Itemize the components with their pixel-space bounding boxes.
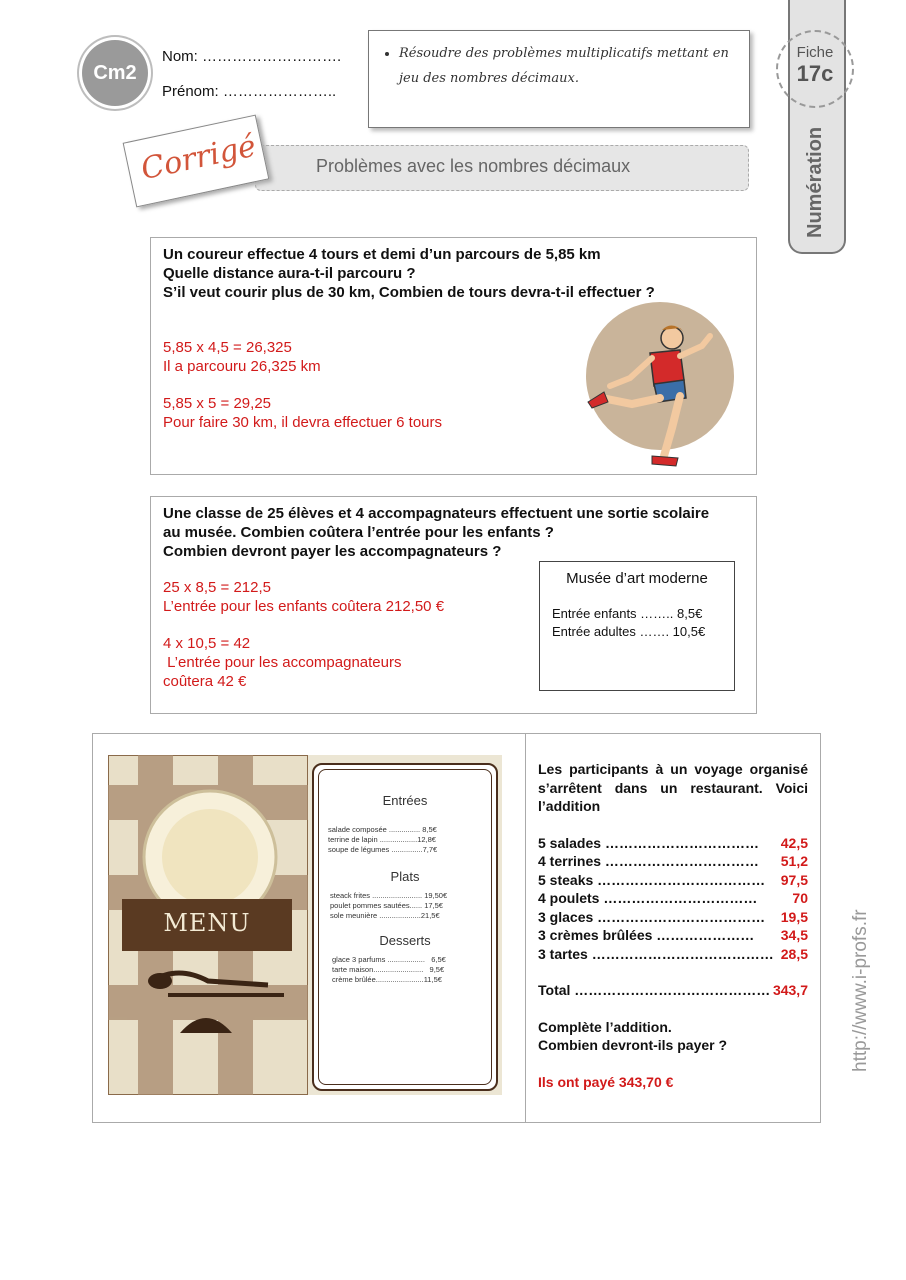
menu-card: [312, 763, 498, 1091]
section-label: Numération: [804, 126, 826, 238]
problem1-q1: Un coureur effectue 4 tours et demi d’un parcours de 5,85 km: [163, 246, 601, 263]
fiche-label: Fiche: [796, 44, 834, 61]
bill-item-label: 5 steaks ………………………………: [538, 871, 766, 888]
menu-picture: [108, 755, 502, 1095]
problem2-a4: L’entrée pour les accompagnateurs: [163, 654, 402, 671]
problem2-q3: Combien devront payer les accompagnateurs ?: [163, 543, 502, 560]
corrige-stamp: [123, 115, 270, 208]
problem2-q1: Une classe de 25 élèves et 4 accompagnateurs effectuent une sortie scolaire: [163, 505, 710, 522]
level-text: Cm2: [93, 61, 137, 84]
menu-dessert-item: crème brûlée.......................11,5€: [332, 975, 442, 984]
page-title-bar: [255, 145, 749, 191]
fiche-badge: [776, 30, 854, 108]
bill-item-label: 3 glaces ………………………………: [538, 908, 766, 925]
problem3-intro: Les participants à un voyage organisé s’arrêtent dans un restaurant. Voici l’addition: [538, 761, 808, 814]
prenom-field: Prénom: …………………..: [162, 83, 337, 100]
runner-illustration: [580, 298, 740, 470]
menu-dessert-item: tarte maison........................ 9,5€: [332, 965, 445, 974]
menu-cover-title: MENU: [163, 909, 251, 937]
problem2-q2: au musée. Combien coûtera l’entrée pour les enfants ?: [163, 524, 554, 541]
bill-item-value: 70: [792, 890, 808, 906]
menu-entree-item: soupe de légumes ...............7,7€: [328, 845, 438, 854]
bill-total-label: Total ……………………………………: [538, 982, 771, 998]
problem1-a3: 5,85 x 5 = 29,25: [163, 395, 272, 412]
page-title: Problèmes avec les nombres décimaux: [316, 156, 631, 176]
objective-text: • Résoudre des problèmes multiplicatifs mettant en jeu des nombres décimaux.: [399, 41, 749, 91]
menu-entrees-title: Entrées: [382, 793, 428, 808]
problem2-question: [163, 504, 709, 561]
museum-adult-price: Entrée adultes ……. 10,5€: [552, 624, 706, 639]
museum-child-price: Entrée enfants …….. 8,5€: [552, 606, 703, 621]
bill-item-value: 34,5: [780, 927, 808, 943]
menu-plat-item: sole meunière ....................21,5€: [330, 911, 440, 920]
problem2-answer: [163, 578, 444, 691]
menu-entree-item: terrine de lapin ..................12,8€: [328, 835, 436, 844]
bill-item-row: [538, 834, 808, 853]
problem3-answer: Ils ont payé 343,70 €: [538, 1073, 674, 1090]
bill-item-label: 4 terrines ……………………………: [538, 853, 759, 869]
bill-item-row: [538, 926, 808, 945]
menu-plat-item: poulet pommes sautées...... 17,5€: [330, 901, 443, 910]
problem3-q2: Combien devront-ils payer ?: [538, 1037, 728, 1053]
problem1-a2: Il a parcouru 26,325 km: [163, 358, 321, 375]
bill-item-value: 42,5: [780, 834, 808, 851]
bill-item-label: 4 poulets ……………………………: [538, 890, 758, 906]
bill-item-row: [538, 889, 808, 908]
bill-item-label: 5 salades ……………………………: [538, 834, 759, 851]
problem3-divider: [525, 734, 526, 1122]
problem1-answer: [163, 338, 442, 432]
problem2-a5: coûtera 42 €: [163, 673, 247, 690]
problem1-question: [163, 245, 655, 302]
problem2-a1: 25 x 8,5 = 212,5: [163, 579, 272, 596]
fiche-number: 17c: [796, 61, 834, 86]
menu-plat-item: steack frites ........................ 19,50€: [330, 891, 448, 900]
menu-plats-list: [330, 891, 447, 921]
objective-card: [368, 30, 750, 128]
menu-desserts-title: Desserts: [379, 933, 431, 948]
bill-item-label: 3 crèmes brûlées …………………: [538, 927, 755, 943]
problem1-a1: 5,85 x 4,5 = 26,325: [163, 339, 292, 356]
level-badge: [82, 40, 148, 106]
bill-item-value: 97,5: [780, 871, 808, 888]
site-url[interactable]: http://www.i-profs.fr: [850, 909, 871, 1072]
menu-dessert-item: glace 3 parfums .................. 6,5€: [332, 955, 446, 964]
bill-item-value: 51,2: [780, 853, 808, 869]
bill-item-row: [538, 945, 808, 964]
museum-price-card: [539, 561, 735, 691]
bill-total-value: 343,7: [772, 982, 808, 998]
corrige-text: Corrigé: [138, 128, 260, 188]
problem3-q1: Complète l’addition.: [538, 1018, 672, 1035]
bill-item-row: [538, 871, 808, 890]
menu-desserts-list: [332, 955, 446, 985]
bill-items: [538, 834, 808, 964]
problem2-a3: 4 x 10,5 = 42: [163, 635, 251, 652]
bill-item-value: 19,5: [780, 908, 808, 925]
problem1-q2: Quelle distance aura-t-il parcouru ?: [163, 265, 416, 282]
bill-item-row: [538, 908, 808, 927]
bill-item-row: [538, 852, 808, 871]
problem1-a4: Pour faire 30 km, il devra effectuer 6 tours: [163, 414, 443, 431]
nom-field: Nom: ……………………….: [162, 48, 342, 65]
problem2-a2: L’entrée pour les enfants coûtera 212,50 €: [163, 598, 445, 615]
menu-entrees-list: [328, 825, 437, 855]
restaurant-bill: [538, 760, 808, 1091]
bill-item-label: 3 tartes …………………………………: [538, 945, 774, 962]
menu-plats-title: Plats: [390, 869, 420, 884]
bill-total-row: [538, 981, 808, 1000]
menu-entree-item: salade composée ............... 8,5€: [328, 825, 437, 834]
problem1-q3: S’il veut courir plus de 30 km, Combien de tours devra-t-il effectuer ?: [163, 284, 655, 301]
museum-title: Musée d’art moderne: [566, 570, 708, 587]
bill-item-value: 28,5: [780, 945, 808, 962]
